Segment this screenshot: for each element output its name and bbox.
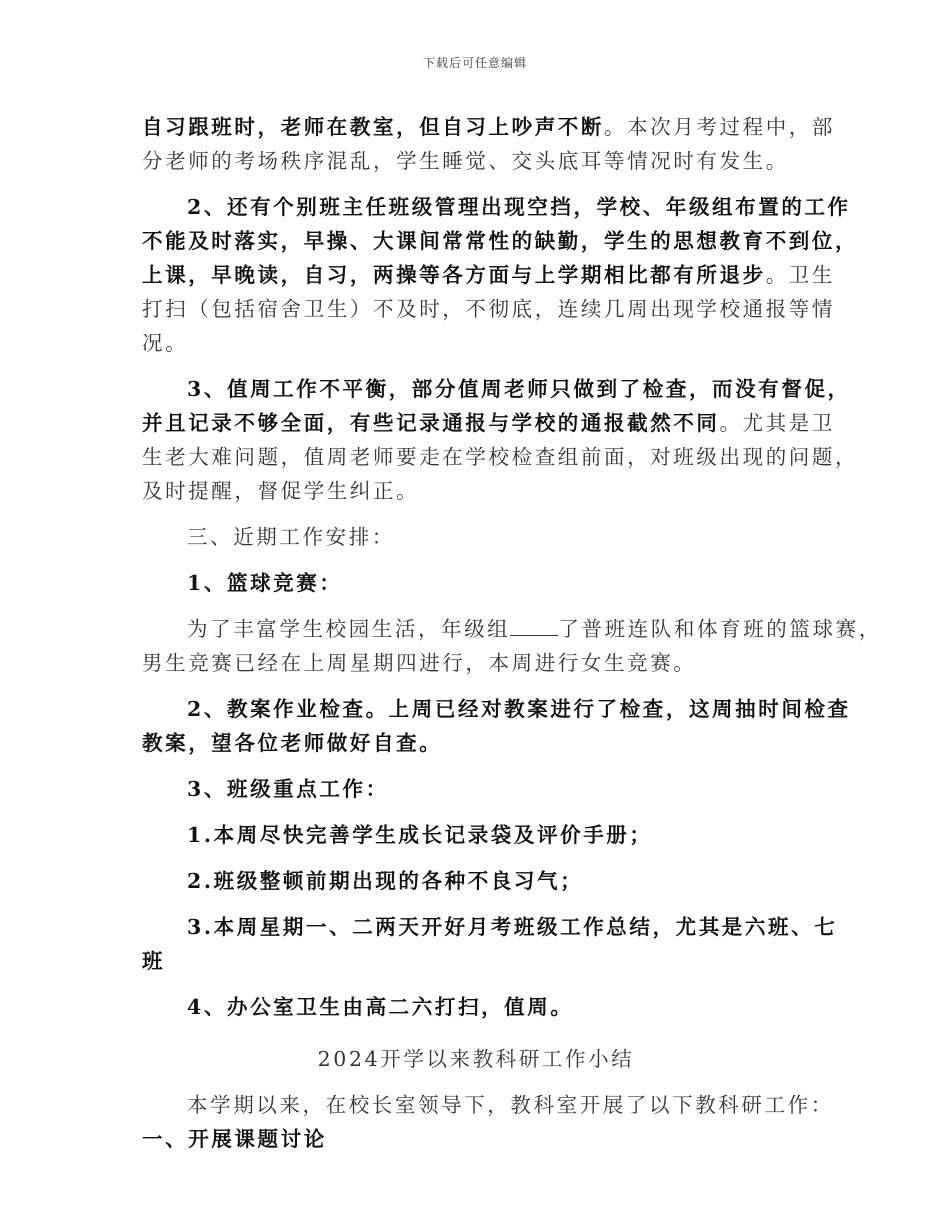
p2-line-2: 不能及时落实，早操、大课间常常性的缺勤，学生的思想教育不到位， xyxy=(142,229,859,253)
item-4: 4、办公室卫生由高二六打扫，值周。 xyxy=(187,995,574,1019)
item-1-line-2: 男生竞赛已经在上周星期四进行，本周进行女生竞赛。 xyxy=(142,651,697,675)
p3-line-2 xyxy=(142,406,835,440)
item-3-sub-3-line-2: 班 xyxy=(142,949,166,973)
item-1-text-b: 了普班连队和体育班的篮球赛， xyxy=(558,617,882,641)
document-body xyxy=(142,110,882,1156)
p2-bold-text: 上课，早晚读，自习，两操等各方面与上学期相比都有所退步 xyxy=(142,263,766,287)
p3-line-4: 及时提醒，督促学生纠正。 xyxy=(142,479,420,503)
item-3-sub-2: 2.班级整顿前期出现的各种不良习气； xyxy=(187,869,584,893)
p2-line-4: 打扫（包括宿舍卫生）不及时，不彻底，连续几周出现学校通报等情 xyxy=(142,297,835,321)
p1-line-1 xyxy=(142,110,835,144)
p2-line-5: 况。 xyxy=(142,331,189,355)
p3-bold-text: 并且记录不够全面，有些记录通报与学校的通报截然不同 xyxy=(142,411,720,435)
p2-line-1: 2、还有个别班主任班级管理出现空挡，学校、年级组布置的工作 xyxy=(187,195,851,219)
item-3-sub-1: 1.本周尽快完善学生成长记录袋及评价手册； xyxy=(187,823,653,847)
item-1-text-a: 为了丰富学生校园生活，年级组 xyxy=(187,617,511,641)
doc-2-intro: 本学期以来，在校长室领导下，教科室开展了以下教科研工作： xyxy=(187,1093,834,1117)
item-2-line-1: 2、教案作业检查。上周已经对教案进行了检查，这周抽时间检查 xyxy=(187,697,851,721)
doc-2-title: 2024开学以来教科研工作小结 xyxy=(317,1047,635,1071)
p1-bold-text: 自习跟班时，老师在教室，但自习上吵声不断 xyxy=(142,115,604,139)
p1-normal-text: 。本次月考过程中，部 xyxy=(604,115,835,139)
page-header: 下载后可任意编辑 xyxy=(422,56,527,70)
p2-normal-text: 。卫生 xyxy=(765,263,836,287)
doc-2-section-1: 一、开展课题讨论 xyxy=(142,1127,327,1151)
blank-underline xyxy=(510,615,558,636)
item-1-line-1 xyxy=(142,612,882,646)
item-1-title: 1、篮球竞赛： xyxy=(187,571,343,595)
p1-line-2: 分老师的考场秩序混乱，学生睡觉、交头底耳等情况时有发生。 xyxy=(142,149,789,173)
p3-normal-text: 。尤其是卫 xyxy=(719,411,835,435)
p3-line-3: 生老大难问题，值周老师要走在学校检查组前面，对班级出现的问题， xyxy=(142,445,859,469)
item-3-title: 3、班级重点工作： xyxy=(187,777,389,801)
p2-line-3 xyxy=(142,258,836,292)
item-2-line-2: 教案，望各位老师做好自查。 xyxy=(142,731,443,755)
section-3-heading: 三、近期工作安排： xyxy=(187,525,395,549)
item-3-sub-3-line-1: 3.本周星期一、二两天开好月考班级工作总结，尤其是六班、七 xyxy=(187,915,838,939)
p3-line-1: 3、值周工作不平衡，部分值周老师只做到了检查，而没有督促， xyxy=(187,377,851,401)
